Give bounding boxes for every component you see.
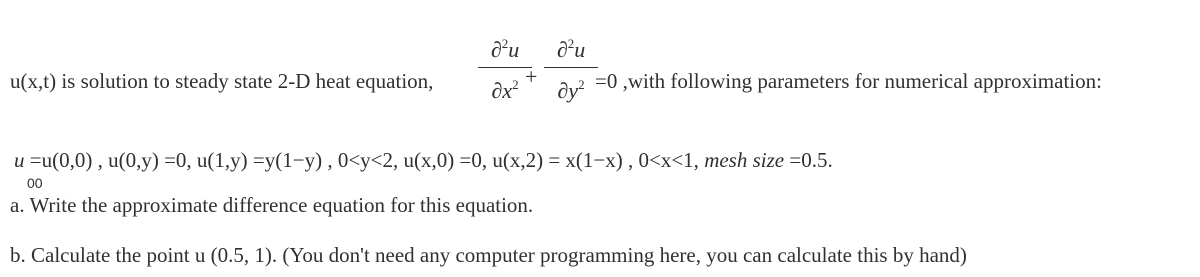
u-symbol: u	[14, 148, 25, 172]
problem-intro: u(x,t) is solution to steady state 2-D heat equation,	[10, 69, 434, 93]
fraction-numerator: ∂$^2$u	[556, 36, 586, 62]
mesh-size-label: mesh size	[704, 148, 785, 172]
u-subscript: 00	[27, 175, 43, 191]
conditions-text: =u(0,0) , u(0,y) =0, u(1,y) =y(1−y) , 0<y<2, u(x,0) =0, u(x,2) = x(1−x) , 0<x<1,	[29, 148, 705, 172]
plus-sign: +	[525, 64, 538, 89]
boundary-conditions	[14, 148, 833, 173]
fraction-bar	[544, 67, 598, 68]
fraction-d2u-dy2	[542, 31, 600, 104]
fraction-bar	[478, 67, 532, 68]
mesh-size-value: =0.5.	[784, 148, 833, 172]
fraction-denominator: $\partial y^2$	[557, 77, 585, 104]
part-b: b. Calculate the point u (0.5, 1). (You don't need any computer programming here, you can calculate this by hand)	[10, 243, 967, 267]
fraction-denominator: $\partial x^2$	[491, 77, 519, 104]
part-a: a. Write the approximate difference equation for this equation.	[10, 193, 534, 217]
fraction-numerator: ∂$^2$u	[490, 36, 520, 62]
equation-tail: =0 ,with following parameters for numerical approximation:	[595, 69, 1102, 93]
